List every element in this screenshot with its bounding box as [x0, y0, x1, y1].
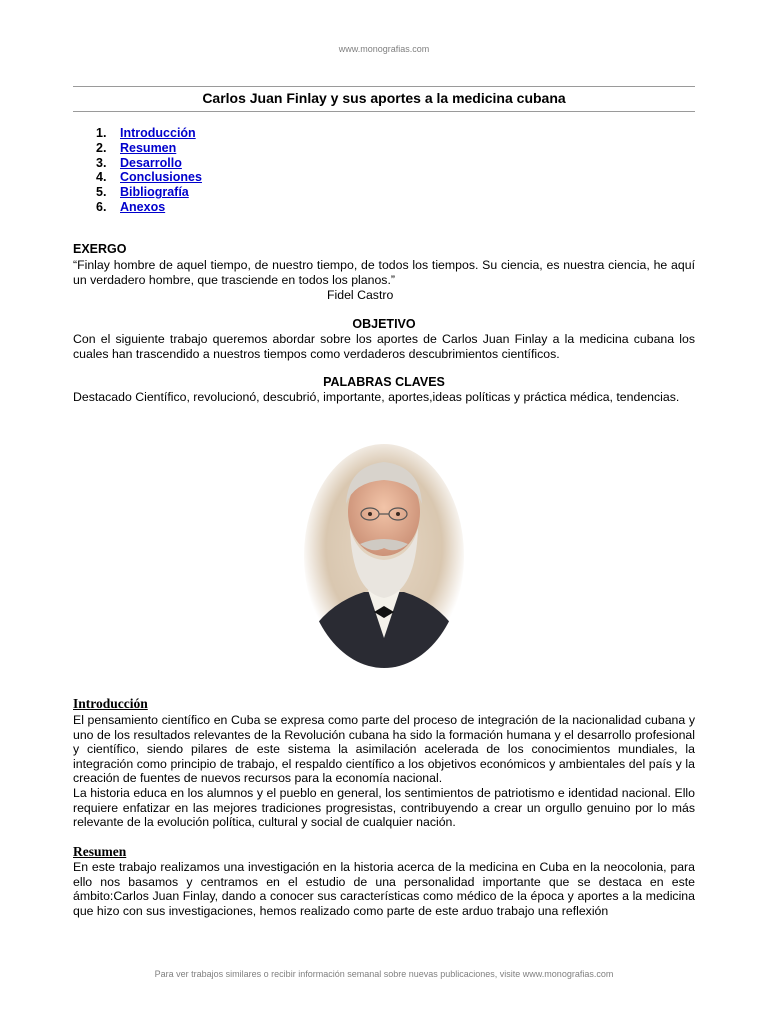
- introduccion-heading: Introducción: [73, 696, 148, 711]
- objetivo-text: Con el siguiente trabajo queremos abordar sobre los aportes de Carlos Juan Finlay a la medicina cubana los cuales han trascendido a nuestros tiempos como verdaderos descubrimientos científicos.: [73, 332, 695, 361]
- finlay-portrait-image: [302, 442, 466, 670]
- introduccion-paragraph-1: El pensamiento científico en Cuba se expresa como parte del proceso de integración de la nacionalidad cubana y uno de los resultados relevantes de la Revolución cubana ha sido la formación humana y el desarrollo profesional y científico, siendo pilares de este sistema la asimilación acelerada de los conocimientos mundiales, la integración como principio de trabajo, el respaldo científico a los objetivos económicos y ambientales del país y la creación de fuentes de nuevos recursos para la economía nacional.: [73, 713, 695, 786]
- introduccion-body: [73, 713, 695, 830]
- toc-number: 6.: [96, 199, 107, 214]
- toc-number: 4.: [96, 170, 107, 185]
- toc-number: 1.: [96, 126, 107, 140]
- table-of-contents: [96, 126, 202, 215]
- toc-item: [96, 170, 202, 185]
- document-title: Carlos Juan Finlay y sus aportes a la medicina cubana: [202, 90, 566, 106]
- toc-number: 3.: [96, 155, 107, 170]
- exergo-heading: EXERGO: [73, 242, 127, 256]
- exergo-quote: “Finlay hombre de aquel tiempo, de nuestro tiempo, de todos los tiempos. Su ciencia, es nuestra ciencia, he aquí un verdadero hombre, que trasciende en todos los planos.”: [73, 258, 695, 287]
- header-url: www.monografias.com: [338, 44, 430, 54]
- toc-link-desarrollo[interactable]: Desarrollo: [120, 155, 182, 170]
- objetivo-heading: OBJETIVO: [352, 317, 416, 331]
- toc-item: [96, 141, 202, 156]
- toc-link-resumen[interactable]: Resumen: [120, 140, 177, 155]
- toc-number: 5.: [96, 185, 107, 200]
- toc-link-anexos[interactable]: Anexos: [120, 199, 166, 214]
- toc-item: [96, 156, 202, 171]
- resumen-text: En este trabajo realizamos una investigación en la historia acerca de la medicina en Cuba en la neocolonia, para ello nos basamos y centramos en el estudio de una personalidad importante que se destaca en este ámbito:Carlos Juan Finlay, dando a conocer sus características como médico de la época y aportes a la medicina que hizo con sus investigaciones, hemos realizado como parte de este arduo trabajo una reflexión: [73, 860, 695, 918]
- toc-link-conclusiones[interactable]: Conclusiones: [120, 170, 202, 185]
- toc-link-introduccion[interactable]: Introducción: [120, 126, 196, 140]
- toc-item: [96, 126, 202, 141]
- palabras-claves-text: Destacado Científico, revolucionó, descubrió, importante, aportes,ideas políticas y práctica médica, tendencias.: [73, 390, 680, 404]
- footer-notice: Para ver trabajos similares o recibir información semanal sobre nuevas publicaciones, visite www.monografias.com: [154, 969, 614, 979]
- palabras-claves-heading: PALABRAS CLAVES: [323, 375, 445, 389]
- toc-link-bibliografia[interactable]: Bibliografía: [120, 185, 189, 200]
- title-top-rule: [73, 86, 695, 87]
- toc-number: 2.: [96, 140, 107, 155]
- toc-item: [96, 200, 202, 215]
- title-bottom-rule: [73, 111, 695, 112]
- exergo-author: Fidel Castro: [327, 288, 394, 302]
- toc-item: [96, 185, 202, 200]
- resumen-heading: Resumen: [73, 844, 127, 859]
- introduccion-paragraph-2: La historia educa en los alumnos y el pueblo en general, los sentimientos de patriotismo e identidad nacional. Ello requiere enfatizar en las mejores tradiciones progresistas, contribuyendo a crear un orgullo genuino por lo más relevante de la evolución política, cultural y social de cualquier nación.: [73, 785, 695, 830]
